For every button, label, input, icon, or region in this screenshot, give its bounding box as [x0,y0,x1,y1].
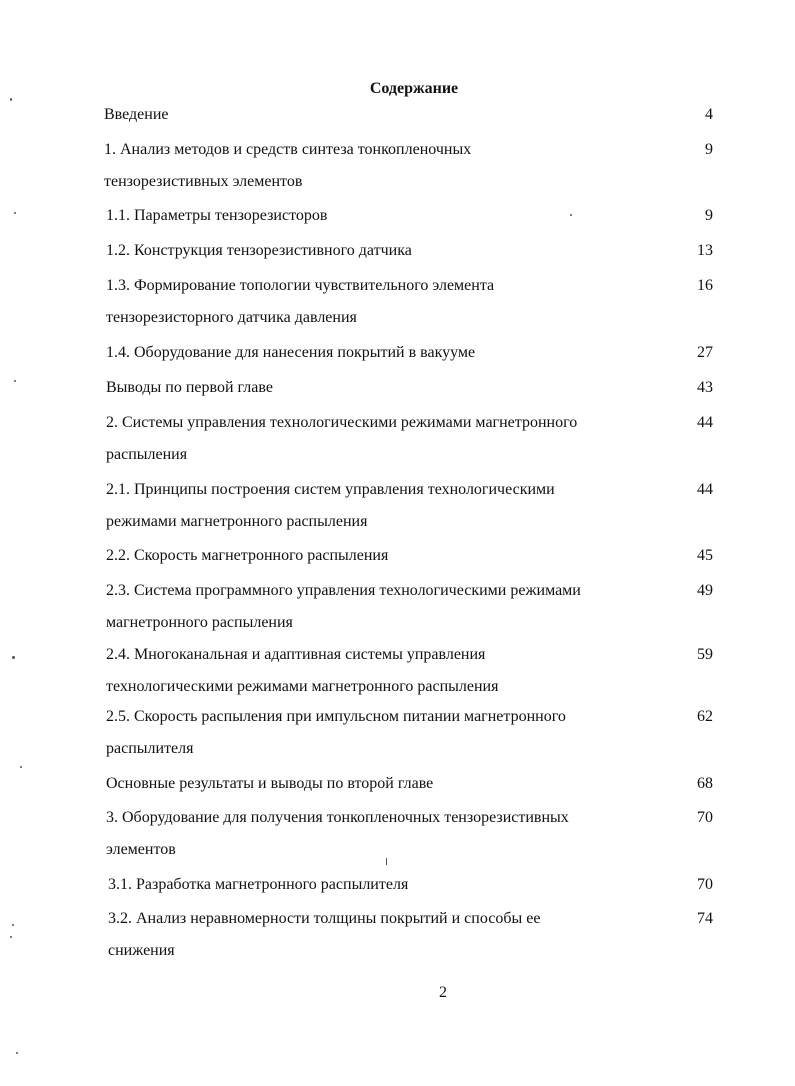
toc-entry-text-cont: распыления [106,446,188,463]
toc-entry-page: 16 [697,277,713,294]
scan-speck [386,858,387,865]
toc-entry-text: 1.3. Формирование топологии чувствительного элемента [106,277,495,294]
toc-entry-page: 9 [705,207,713,224]
scan-speck [20,766,22,768]
toc-entry-page: 59 [697,646,713,663]
toc-entry-page: 70 [697,809,713,826]
scan-speck [570,214,572,216]
toc-entry-page: 43 [697,379,713,396]
toc-entry-page: 62 [697,708,713,725]
toc-entry-text-cont: распылителя [106,740,194,757]
toc-entry-text: 1. Анализ методов и средств синтеза тонкопленочных [104,141,472,158]
scan-speck [14,212,16,214]
toc-entry-text: Основные результаты и выводы по второй главе [106,775,434,792]
toc-entry-page: 70 [697,876,713,893]
toc-entry-text: 2.3. Система программного управления технологическими режимами [106,582,581,599]
toc-entry-text: 1.4. Оборудование для нанесения покрытий в вакууме [106,344,476,361]
toc-entry-text: 2.5. Скорость распыления при импульсном питании магнетронного [106,708,566,725]
toc-entry-text: 2.1. Принципы построения систем управления технологическими [106,481,555,498]
scan-speck [10,936,12,938]
toc-entry-text: 3.1. Разработка магнетронного распылителя [108,876,409,893]
toc-entry-page: 44 [697,414,713,431]
toc-entry-text-cont: тензорезистивных элементов [104,173,303,190]
toc-entry-text: Выводы по первой главе [106,379,273,396]
toc-entry-page: 27 [697,344,713,361]
toc-title: Содержание [369,80,459,97]
scan-speck [12,656,15,659]
toc-entry-text: 2. Системы управления технологическими режимами магнетронного [106,414,578,431]
scan-speck [16,1052,18,1054]
scan-speck [10,98,12,101]
scan-speck [14,380,16,382]
toc-entry-text: 1.2. Конструкция тензорезистивного датчика [106,242,412,259]
toc-entry-page: 74 [697,910,713,927]
toc-entry-page: 49 [697,582,713,599]
toc-entry-text: Введение [104,106,169,123]
toc-entry-text: 2.2. Скорость магнетронного распыления [106,547,389,564]
toc-entry-page: 44 [697,481,713,498]
toc-entry-text-cont: тензорезисторного датчика давления [106,309,357,326]
toc-entry-page: 13 [697,242,713,259]
toc-entry-page: 68 [697,775,713,792]
scan-speck [12,924,14,926]
toc-entry-page: 45 [697,547,713,564]
toc-entry-text-cont: магнетронного распыления [106,614,293,631]
toc-entry-text: 3. Оборудование для получения тонкопленочных тензорезистивных [106,809,569,826]
toc-entry-text-cont: элементов [106,841,176,858]
toc-entry-page: 4 [705,106,713,123]
toc-entry-text-cont: режимами магнетронного распыления [106,513,368,530]
toc-entry-page: 9 [705,141,713,158]
toc-entry-text: 1.1. Параметры тензорезисторов [106,207,328,224]
page-number: 2 [439,984,447,1001]
toc-entry-text-cont: технологическими режимами магнетронного распыления [106,678,499,695]
toc-entry-text: 2.4. Многоканальная и адаптивная системы управления [106,646,486,663]
toc-entry-text: 3.2. Анализ неравномерности толщины покрытий и способы ее [108,910,541,927]
toc-entry-text-cont: снижения [108,942,175,959]
